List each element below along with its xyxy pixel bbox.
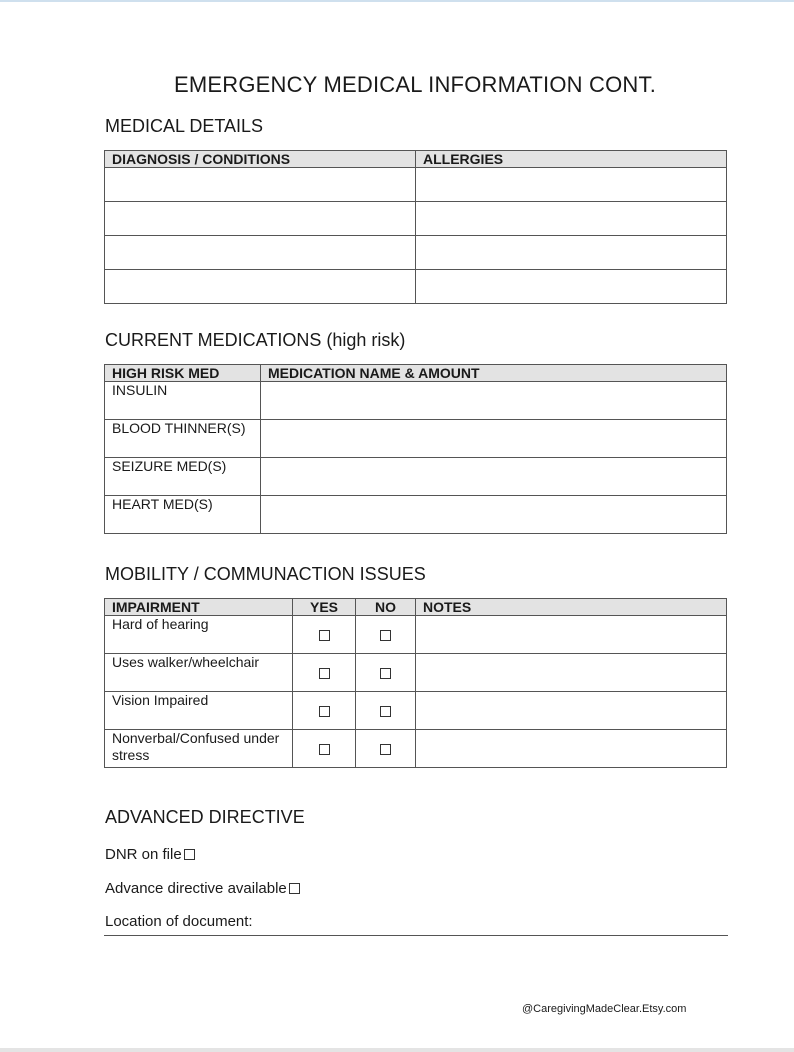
med-type-label: INSULIN bbox=[105, 382, 261, 420]
impairment-label: Hard of hearing bbox=[105, 616, 293, 654]
advance-directive-checkbox[interactable] bbox=[289, 883, 300, 894]
table-row bbox=[105, 616, 727, 654]
column-header-high-risk-med: HIGH RISK MED bbox=[105, 365, 261, 382]
page-title: EMERGENCY MEDICAL INFORMATION CONT. bbox=[173, 72, 657, 97]
advance-directive-label: Advance directive available bbox=[105, 880, 287, 897]
no-checkbox[interactable] bbox=[380, 668, 391, 679]
no-checkbox[interactable] bbox=[380, 630, 391, 641]
medical-details-table bbox=[104, 150, 727, 304]
table-row bbox=[105, 496, 727, 534]
footer-credit: @CaregivingMadeClear.Etsy.com bbox=[522, 1003, 687, 1015]
diagnosis-cell[interactable] bbox=[105, 270, 416, 304]
yes-checkbox[interactable] bbox=[319, 630, 330, 641]
no-checkbox[interactable] bbox=[380, 744, 391, 755]
bottom-border bbox=[0, 1048, 794, 1052]
location-label: Location of document: bbox=[105, 913, 253, 930]
impairment-label: Uses walker/wheelchair bbox=[105, 654, 293, 692]
medication-name-cell[interactable] bbox=[261, 420, 727, 458]
notes-cell[interactable] bbox=[416, 692, 727, 730]
advanced-directive-heading: ADVANCED DIRECTIVE bbox=[105, 807, 305, 827]
impairment-label: Nonverbal/Confused under stress bbox=[105, 730, 293, 768]
yes-checkbox[interactable] bbox=[319, 668, 330, 679]
top-border bbox=[0, 0, 794, 2]
yes-checkbox[interactable] bbox=[319, 706, 330, 717]
table-row bbox=[105, 420, 727, 458]
column-header-no: NO bbox=[356, 599, 416, 616]
allergies-cell[interactable] bbox=[416, 270, 727, 304]
column-header-yes: YES bbox=[293, 599, 356, 616]
dnr-field bbox=[105, 846, 195, 863]
med-type-label: SEIZURE MED(S) bbox=[105, 458, 261, 496]
table-row bbox=[105, 692, 727, 730]
column-header-allergies: ALLERGIES bbox=[416, 151, 727, 168]
column-header-medication-name: MEDICATION NAME & AMOUNT bbox=[261, 365, 727, 382]
diagnosis-cell[interactable] bbox=[105, 202, 416, 236]
med-type-label: HEART MED(S) bbox=[105, 496, 261, 534]
medication-name-cell[interactable] bbox=[261, 382, 727, 420]
table-row bbox=[105, 730, 727, 768]
no-checkbox[interactable] bbox=[380, 706, 391, 717]
table-row bbox=[105, 168, 727, 202]
column-header-notes: NOTES bbox=[416, 599, 727, 616]
notes-cell[interactable] bbox=[416, 616, 727, 654]
mobility-table bbox=[104, 598, 727, 768]
medication-name-cell[interactable] bbox=[261, 458, 727, 496]
impairment-label: Vision Impaired bbox=[105, 692, 293, 730]
med-type-label: BLOOD THINNER(S) bbox=[105, 420, 261, 458]
medications-table bbox=[104, 364, 727, 534]
location-input-line[interactable] bbox=[104, 935, 728, 936]
table-row bbox=[105, 202, 727, 236]
medical-details-heading: MEDICAL DETAILS bbox=[105, 116, 264, 136]
table-row bbox=[105, 382, 727, 420]
table-row bbox=[105, 654, 727, 692]
table-row bbox=[105, 236, 727, 270]
table-row bbox=[105, 270, 727, 304]
advance-directive-field bbox=[105, 880, 300, 897]
column-header-diagnosis: DIAGNOSIS / CONDITIONS bbox=[105, 151, 416, 168]
diagnosis-cell[interactable] bbox=[105, 236, 416, 270]
column-header-impairment: IMPAIRMENT bbox=[105, 599, 293, 616]
allergies-cell[interactable] bbox=[416, 202, 727, 236]
diagnosis-cell[interactable] bbox=[105, 168, 416, 202]
mobility-heading: MOBILITY / COMMUNACTION ISSUES bbox=[105, 564, 426, 584]
current-medications-heading: CURRENT MEDICATIONS (high risk) bbox=[105, 330, 406, 350]
notes-cell[interactable] bbox=[416, 654, 727, 692]
allergies-cell[interactable] bbox=[416, 236, 727, 270]
table-row bbox=[105, 458, 727, 496]
medication-name-cell[interactable] bbox=[261, 496, 727, 534]
yes-checkbox[interactable] bbox=[319, 744, 330, 755]
dnr-checkbox[interactable] bbox=[184, 849, 195, 860]
dnr-label: DNR on file bbox=[105, 846, 182, 863]
allergies-cell[interactable] bbox=[416, 168, 727, 202]
notes-cell[interactable] bbox=[416, 730, 727, 768]
